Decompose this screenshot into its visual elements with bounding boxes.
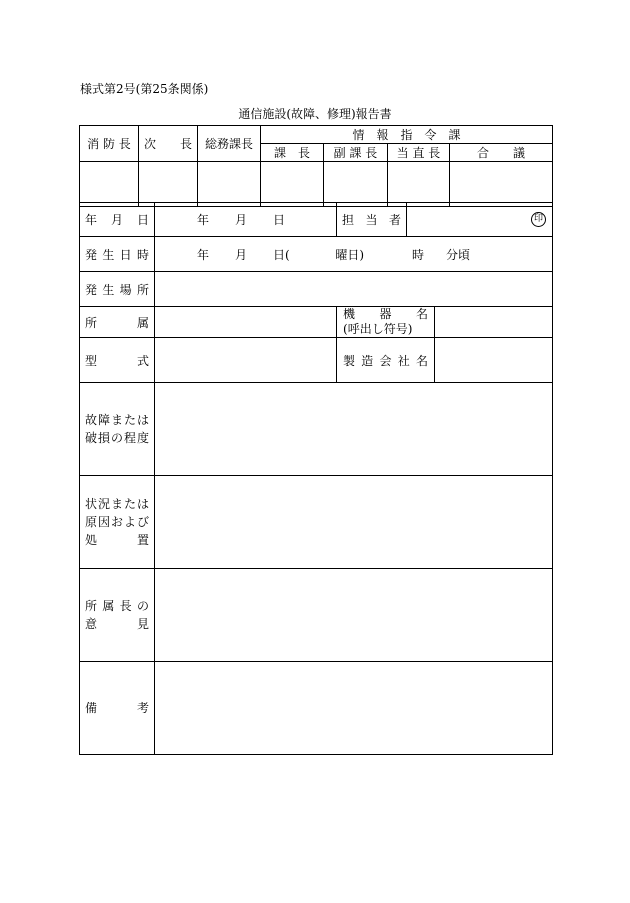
chief-stamp-box[interactable] <box>80 162 139 207</box>
deputy-section-chief-label: 副 課 長 <box>324 144 388 162</box>
page-title: 通信施設(故障、修理)報告書 <box>238 107 392 121</box>
duty-chief-stamp-box[interactable] <box>388 162 450 207</box>
date-label: 年 月 日 <box>85 213 149 227</box>
occurred-label: 発 生 日 時 <box>85 247 149 262</box>
chief-label: 消 防 長 <box>80 126 139 162</box>
deputy-section-chief-stamp-box[interactable] <box>324 162 388 207</box>
dept-label: 所 属 <box>85 315 149 330</box>
occurred-field[interactable] <box>155 237 553 272</box>
general-affairs-label: 総務課長 <box>198 126 261 162</box>
opinion-field[interactable] <box>155 569 553 662</box>
occurred-weekday-unit: 曜日) <box>335 247 364 262</box>
consultation-label: 合 議 <box>450 144 553 162</box>
status-field[interactable] <box>155 476 553 569</box>
status-label-line2: 原 因 お よ び <box>85 515 149 529</box>
maker-label: 製 造 会 社 名 <box>343 353 428 368</box>
status-label-line1: 状 況 ま た は <box>85 497 149 511</box>
report-table <box>79 202 553 755</box>
occurred-month-unit: 月 <box>235 247 248 262</box>
damage-label-line2: 破 損 の 程 度 <box>85 431 149 445</box>
form-number: 様式第2号(第25条関係) <box>80 82 209 96</box>
person-in-charge-label: 担 当 者 <box>342 213 401 227</box>
date-year-unit: 年 <box>197 213 210 227</box>
damage-label-line1: 故 障 ま た は <box>85 413 149 427</box>
general-affairs-stamp-box[interactable] <box>198 162 261 207</box>
approval-table <box>79 125 553 207</box>
duty-chief-label: 当 直 長 <box>388 144 450 162</box>
deputy-stamp-box[interactable] <box>139 162 198 207</box>
section-chief-stamp-box[interactable] <box>261 162 324 207</box>
place-label: 発 生 場 所 <box>85 282 149 297</box>
person-in-charge-field[interactable] <box>407 203 553 237</box>
section-chief-label: 課 長 <box>261 144 324 162</box>
dept-field[interactable] <box>155 307 337 338</box>
date-month-unit: 月 <box>235 213 248 227</box>
occurred-minute-unit: 分頃 <box>445 247 470 262</box>
opinion-label-line2a: 意 <box>85 617 98 631</box>
model-field[interactable] <box>155 338 337 383</box>
place-field[interactable] <box>155 272 553 307</box>
info-division-label: 情 報 指 令 課 <box>261 126 553 144</box>
device-sub-label: (呼出し符号) <box>343 322 413 336</box>
status-label-line3b: 置 <box>136 533 149 547</box>
model-label: 型 式 <box>85 353 149 368</box>
occurred-day-unit: 日( <box>273 247 290 262</box>
remarks-field[interactable] <box>155 662 553 755</box>
opinion-label-line1: 所 属 長 の <box>85 599 149 613</box>
date-day-unit: 日 <box>273 213 286 227</box>
status-label-line3a: 処 <box>85 533 98 547</box>
date-field[interactable] <box>155 203 337 237</box>
device-field[interactable] <box>435 307 553 338</box>
maker-field[interactable] <box>435 338 553 383</box>
opinion-label-line2b: 見 <box>136 617 149 631</box>
occurred-hour-unit: 時 <box>411 247 424 262</box>
seal-icon: 印 <box>531 212 546 227</box>
deputy-label: 次 長 <box>139 126 198 162</box>
remarks-label-b: 考 <box>136 701 149 715</box>
damage-field[interactable] <box>155 383 553 476</box>
device-label: 機 器 名 <box>343 307 428 321</box>
remarks-label-a: 備 <box>85 701 98 715</box>
consultation-stamp-box[interactable] <box>450 162 553 207</box>
occurred-year-unit: 年 <box>197 247 210 262</box>
